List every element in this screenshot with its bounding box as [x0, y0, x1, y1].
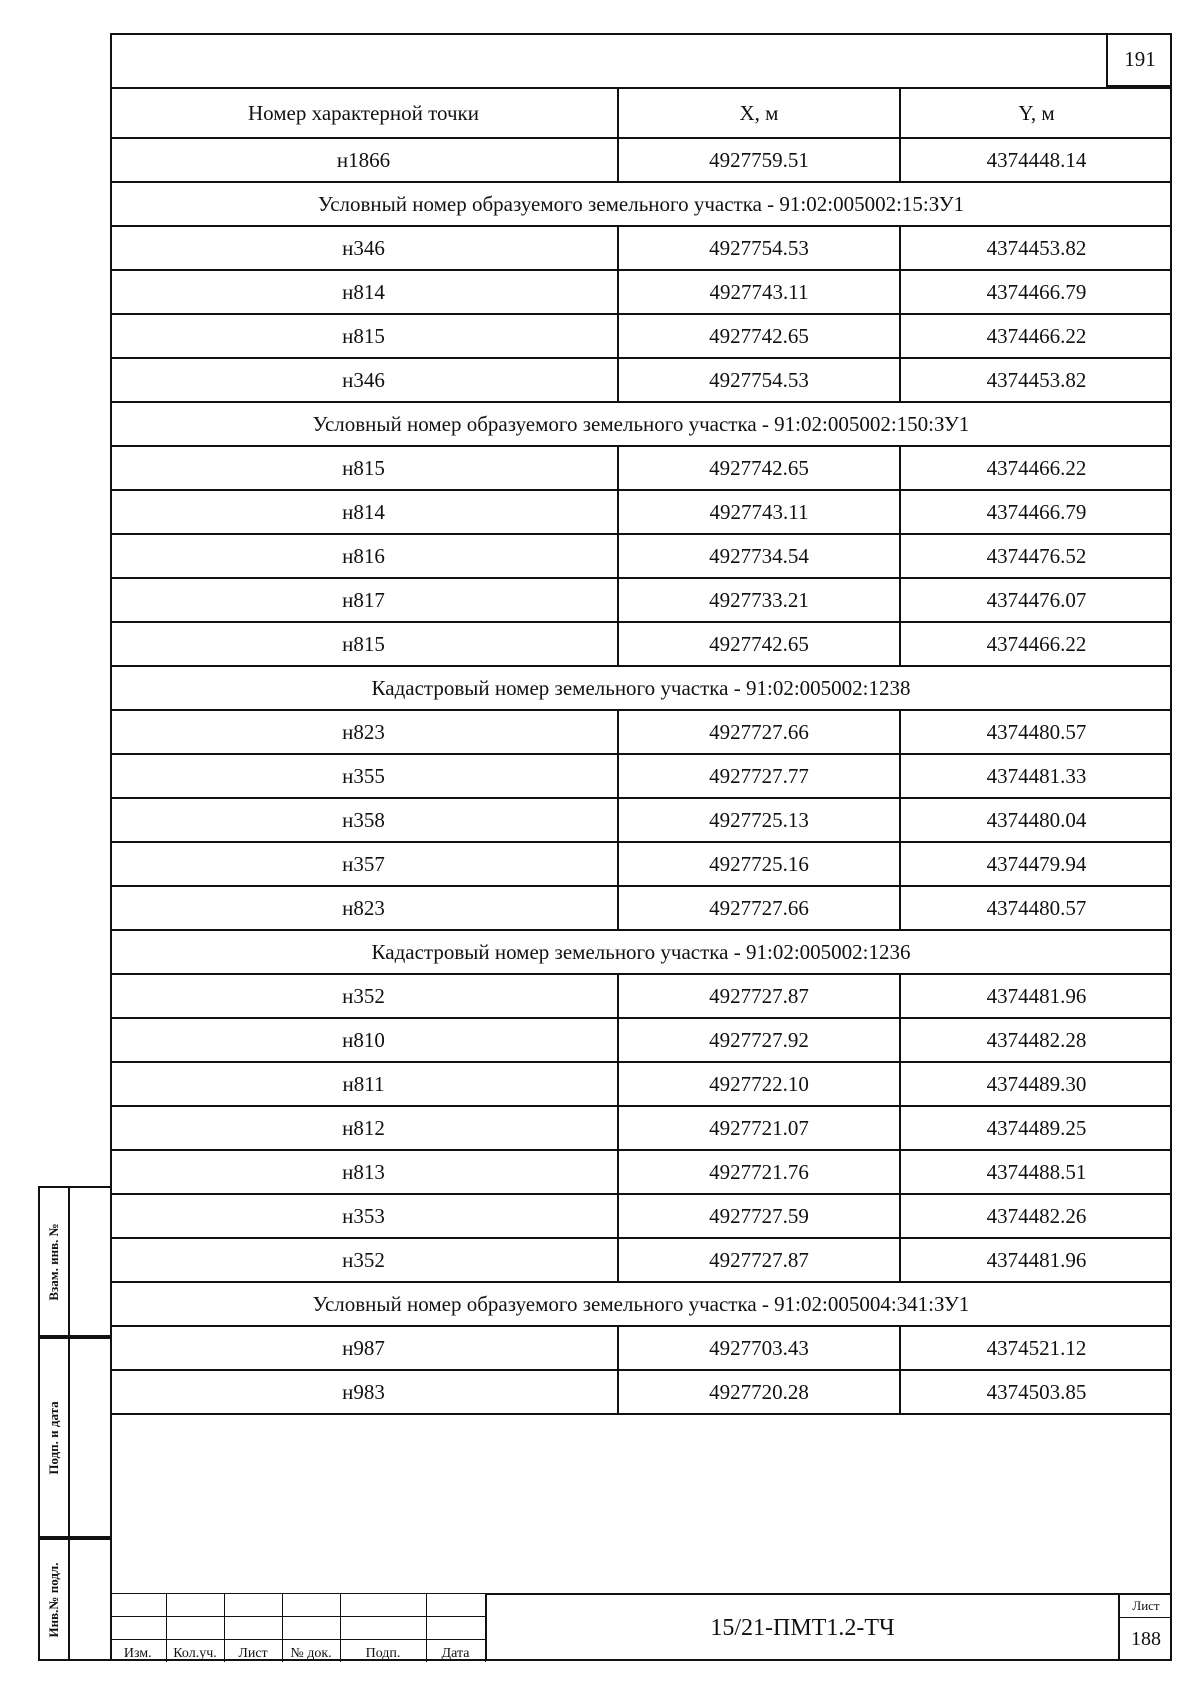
side-label-inv-podl: Инв.№ подл. — [46, 1562, 61, 1637]
point-cell: н352 — [110, 974, 618, 1018]
y-cell: 4374481.33 — [900, 754, 1172, 798]
y-cell: 4374479.94 — [900, 842, 1172, 886]
y-cell: 4374466.79 — [900, 490, 1172, 534]
table-row — [110, 358, 1172, 402]
y-cell: 4374489.25 — [900, 1106, 1172, 1150]
section-title: Кадастровый номер земельного участка - 91:02:005002:1236 — [110, 930, 1172, 974]
table-row — [110, 314, 1172, 358]
page-number-top: 191 — [1106, 33, 1172, 87]
x-cell: 4927722.10 — [618, 1062, 900, 1106]
sheet-label: Лист — [1120, 1595, 1172, 1618]
y-cell: 4374521.12 — [900, 1326, 1172, 1370]
document-code: 15/21-ПМТ1.2-ТЧ — [485, 1593, 1118, 1661]
point-cell: н815 — [110, 446, 618, 490]
table-row — [110, 754, 1172, 798]
x-cell: 4927742.65 — [618, 446, 900, 490]
y-cell: 4374488.51 — [900, 1150, 1172, 1194]
coordinates-table — [110, 87, 1172, 1415]
table-row — [110, 138, 1172, 182]
point-cell: н815 — [110, 314, 618, 358]
y-cell: 4374476.07 — [900, 578, 1172, 622]
x-cell: 4927727.87 — [618, 1238, 900, 1282]
y-cell: 4374489.30 — [900, 1062, 1172, 1106]
section-title: Условный номер образуемого земельного участка - 91:02:005002:15:ЗУ1 — [110, 182, 1172, 226]
point-cell: н811 — [110, 1062, 618, 1106]
section-row — [110, 182, 1172, 226]
table-row — [110, 1370, 1172, 1414]
point-cell: н346 — [110, 226, 618, 270]
x-cell: 4927721.76 — [618, 1150, 900, 1194]
sheet-number: 188 — [1131, 1627, 1161, 1650]
section-title: Условный номер образуемого земельного участка - 91:02:005002:150:ЗУ1 — [110, 402, 1172, 446]
tb-label-podp: Подп. — [340, 1640, 426, 1663]
side-stamp-vzam-inv — [38, 1186, 110, 1337]
x-cell: 4927742.65 — [618, 314, 900, 358]
y-cell: 4374481.96 — [900, 1238, 1172, 1282]
point-cell: н823 — [110, 886, 618, 930]
x-cell: 4927720.28 — [618, 1370, 900, 1414]
x-cell: 4927733.21 — [618, 578, 900, 622]
table-row — [110, 842, 1172, 886]
table-row — [110, 226, 1172, 270]
y-cell: 4374476.52 — [900, 534, 1172, 578]
header-point: Номер характерной точки — [110, 88, 618, 138]
y-cell: 4374480.57 — [900, 710, 1172, 754]
point-cell: н817 — [110, 578, 618, 622]
tb-label-kol-uch: Кол.уч. — [166, 1640, 224, 1663]
section-title: Условный номер образуемого земельного участка - 91:02:005004:341:ЗУ1 — [110, 1282, 1172, 1326]
tb-label-n-dok: № док. — [282, 1640, 340, 1663]
table-row — [110, 1018, 1172, 1062]
table-row — [110, 1062, 1172, 1106]
table-header-row — [110, 88, 1172, 138]
header-x: X, м — [618, 88, 900, 138]
point-cell: н813 — [110, 1150, 618, 1194]
title-block-grid — [110, 1593, 486, 1662]
x-cell: 4927742.65 — [618, 622, 900, 666]
point-cell: н816 — [110, 534, 618, 578]
point-cell: н823 — [110, 710, 618, 754]
table-row — [110, 490, 1172, 534]
point-cell: н1866 — [110, 138, 618, 182]
point-cell: н358 — [110, 798, 618, 842]
y-cell: 4374453.82 — [900, 226, 1172, 270]
section-title: Кадастровый номер земельного участка - 91:02:005002:1238 — [110, 666, 1172, 710]
x-cell: 4927703.43 — [618, 1326, 900, 1370]
x-cell: 4927725.16 — [618, 842, 900, 886]
table-row — [110, 622, 1172, 666]
table-row — [110, 710, 1172, 754]
x-cell: 4927725.13 — [618, 798, 900, 842]
y-cell: 4374482.28 — [900, 1018, 1172, 1062]
table-row — [110, 1194, 1172, 1238]
section-row — [110, 666, 1172, 710]
x-cell: 4927727.66 — [618, 710, 900, 754]
point-cell: н346 — [110, 358, 618, 402]
x-cell: 4927743.11 — [618, 490, 900, 534]
table-row — [110, 1238, 1172, 1282]
x-cell: 4927743.11 — [618, 270, 900, 314]
side-label-podp-data: Подп. и дата — [46, 1400, 61, 1475]
y-cell: 4374453.82 — [900, 358, 1172, 402]
table-row — [110, 974, 1172, 1018]
x-cell: 4927727.77 — [618, 754, 900, 798]
x-cell: 4927727.92 — [618, 1018, 900, 1062]
x-cell: 4927734.54 — [618, 534, 900, 578]
point-cell: н355 — [110, 754, 618, 798]
section-row — [110, 402, 1172, 446]
table-row — [110, 534, 1172, 578]
x-cell: 4927727.59 — [618, 1194, 900, 1238]
sheet-cell — [1118, 1593, 1172, 1661]
section-row — [110, 1282, 1172, 1326]
point-cell: н987 — [110, 1326, 618, 1370]
y-cell: 4374448.14 — [900, 138, 1172, 182]
point-cell: н814 — [110, 490, 618, 534]
x-cell: 4927759.51 — [618, 138, 900, 182]
table-row — [110, 1150, 1172, 1194]
header-y: Y, м — [900, 88, 1172, 138]
point-cell: н352 — [110, 1238, 618, 1282]
point-cell: н815 — [110, 622, 618, 666]
tb-label-data: Дата — [426, 1640, 485, 1663]
side-label-vzam-inv: Взам. инв. № — [46, 1222, 61, 1301]
point-cell: н353 — [110, 1194, 618, 1238]
x-cell: 4927727.66 — [618, 886, 900, 930]
section-row — [110, 930, 1172, 974]
y-cell: 4374480.04 — [900, 798, 1172, 842]
table-row — [110, 270, 1172, 314]
table-row — [110, 886, 1172, 930]
point-cell: н983 — [110, 1370, 618, 1414]
table-row — [110, 1106, 1172, 1150]
table-row — [110, 1326, 1172, 1370]
point-cell: н812 — [110, 1106, 618, 1150]
tb-label-izm: Изм. — [110, 1640, 166, 1663]
x-cell: 4927727.87 — [618, 974, 900, 1018]
x-cell: 4927754.53 — [618, 226, 900, 270]
y-cell: 4374482.26 — [900, 1194, 1172, 1238]
y-cell: 4374480.57 — [900, 886, 1172, 930]
title-block — [110, 1593, 1172, 1661]
tb-label-list: Лист — [224, 1640, 282, 1663]
table-row — [110, 798, 1172, 842]
y-cell: 4374466.79 — [900, 270, 1172, 314]
point-cell: н814 — [110, 270, 618, 314]
table-row — [110, 578, 1172, 622]
side-stamp-inv-podl — [38, 1538, 110, 1661]
point-cell: н810 — [110, 1018, 618, 1062]
y-cell: 4374466.22 — [900, 314, 1172, 358]
table-row — [110, 446, 1172, 490]
point-cell: н357 — [110, 842, 618, 886]
side-stamp-podp-data — [38, 1337, 110, 1538]
x-cell: 4927754.53 — [618, 358, 900, 402]
y-cell: 4374466.22 — [900, 622, 1172, 666]
x-cell: 4927721.07 — [618, 1106, 900, 1150]
y-cell: 4374481.96 — [900, 974, 1172, 1018]
title-block-labels — [110, 1640, 485, 1663]
y-cell: 4374503.85 — [900, 1370, 1172, 1414]
y-cell: 4374466.22 — [900, 446, 1172, 490]
